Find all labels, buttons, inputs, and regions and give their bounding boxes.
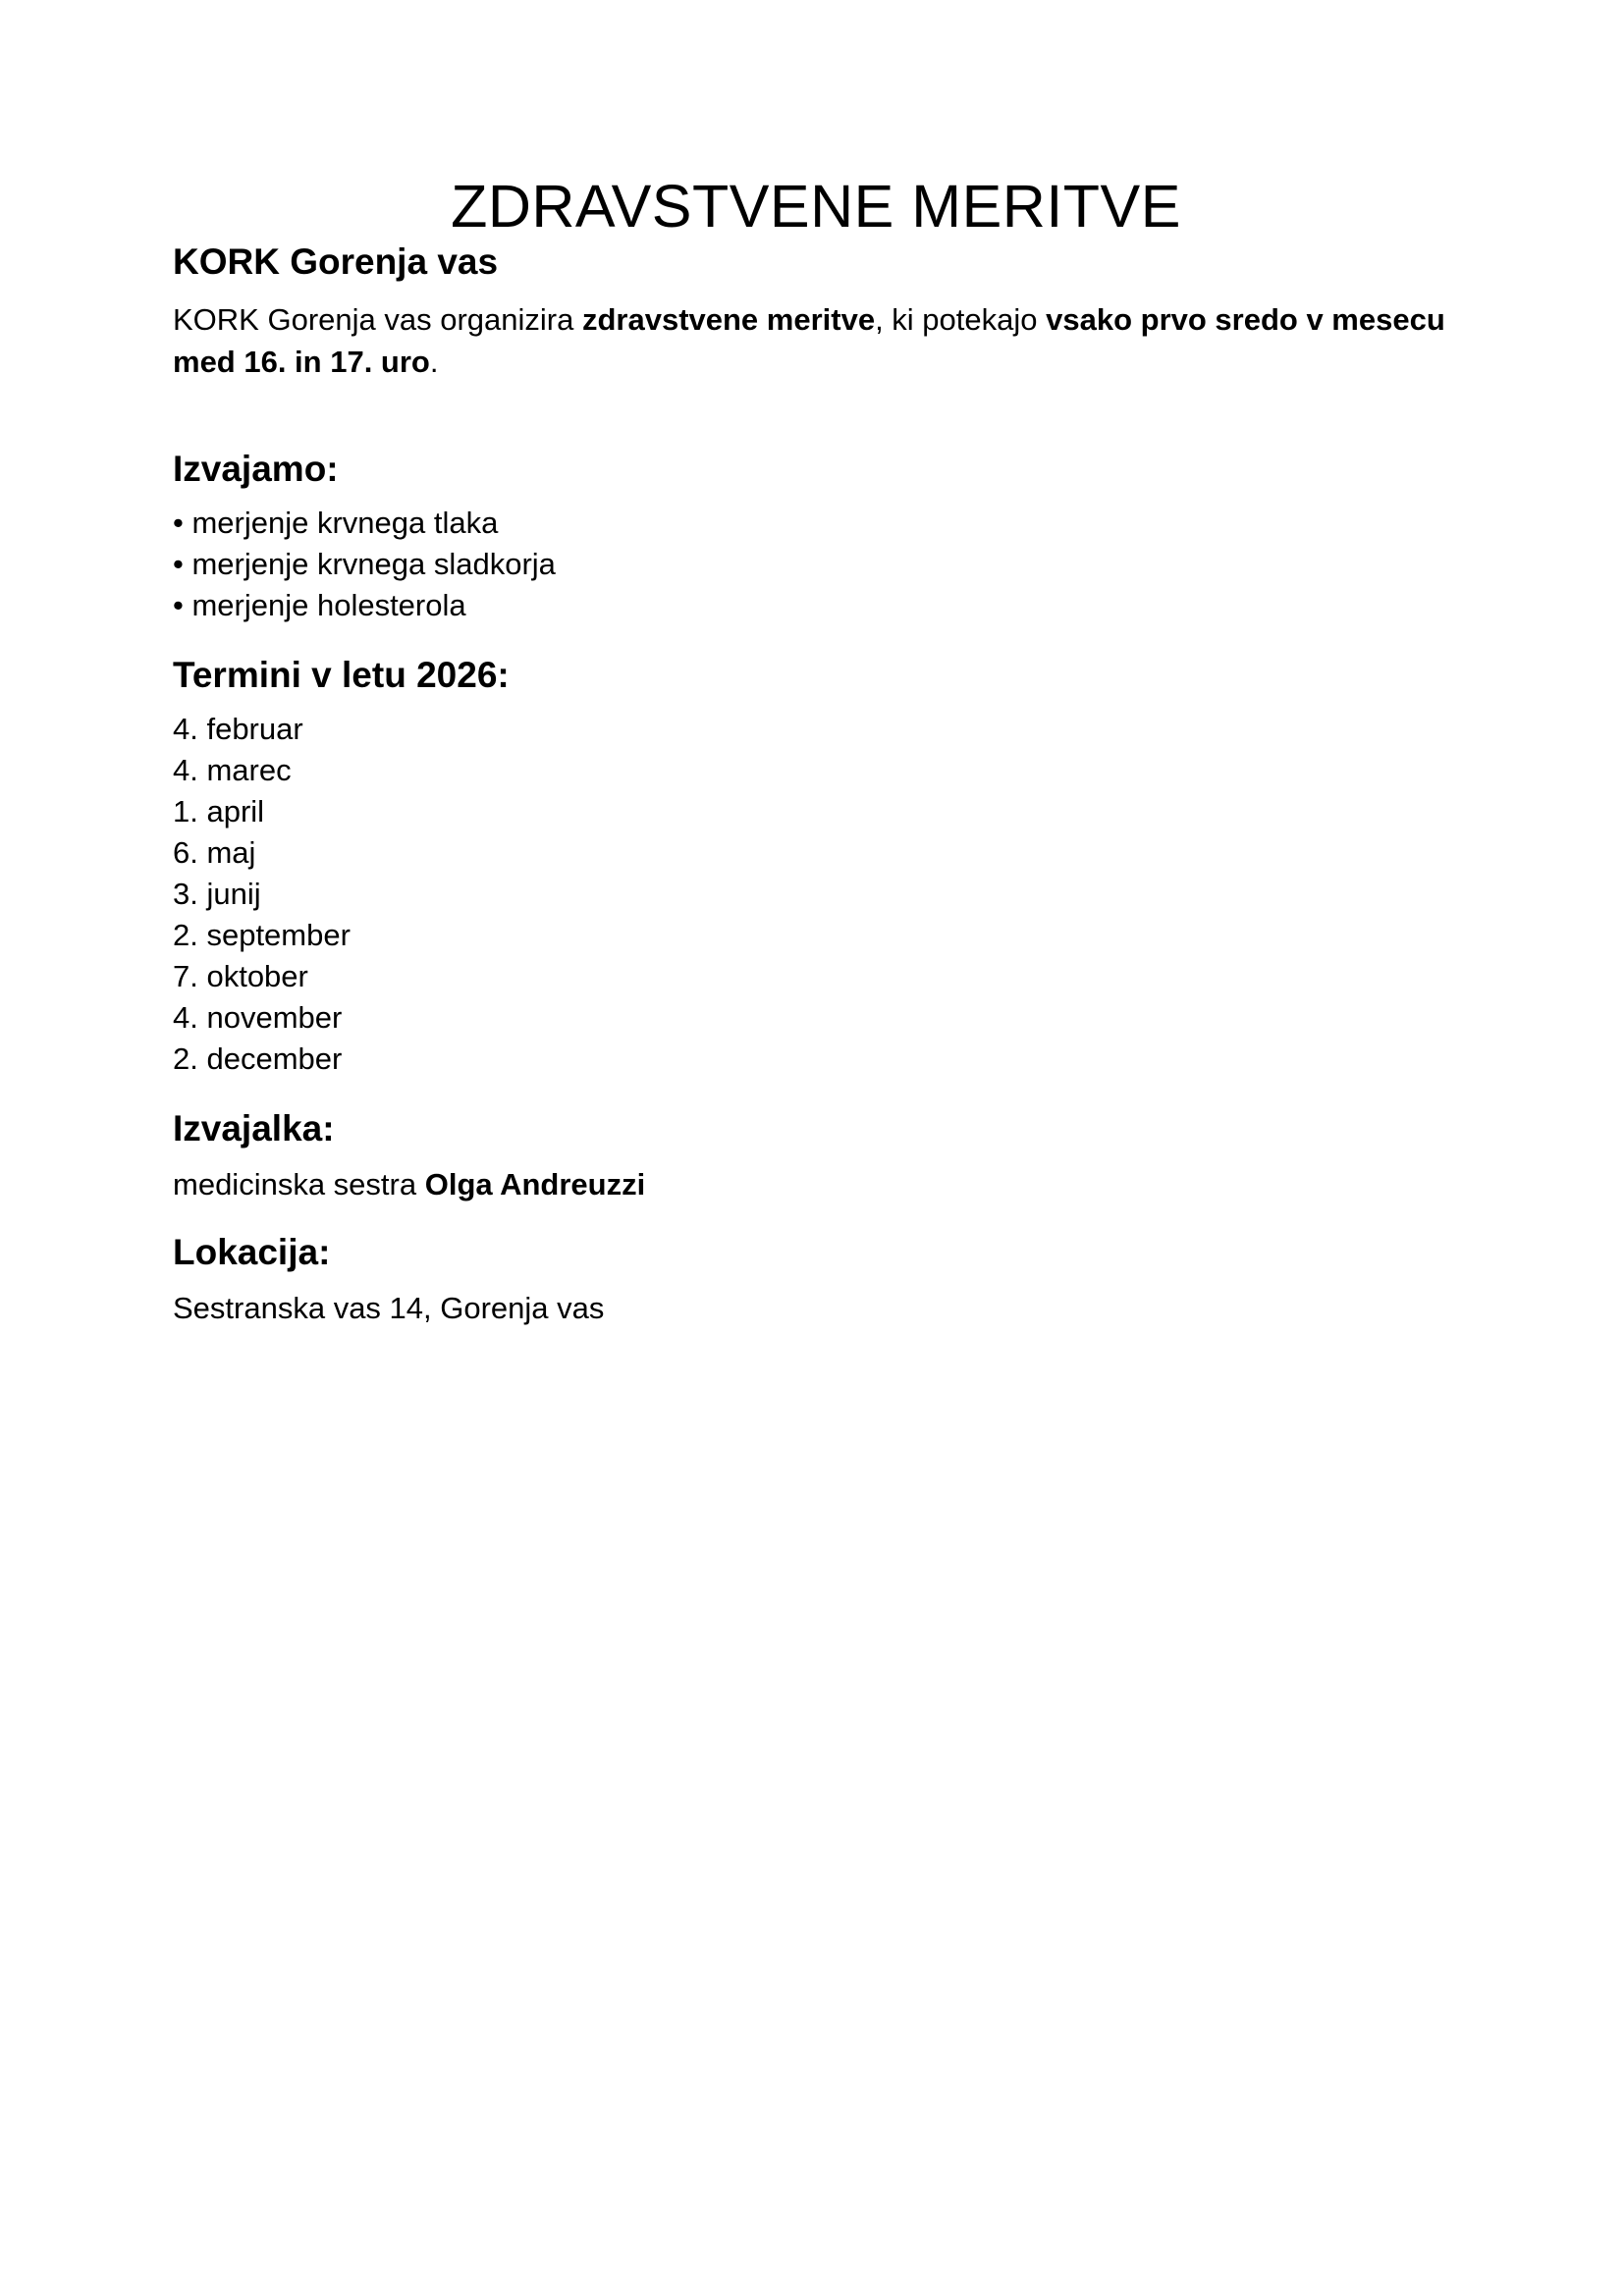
date-item: 1. april <box>173 794 265 828</box>
service-item: • merjenje krvnega tlaka <box>173 506 499 540</box>
intro-text: . <box>429 345 439 379</box>
provider-heading: Izvajalka: <box>173 1108 335 1148</box>
services-list <box>173 503 1459 626</box>
location-heading: Lokacija: <box>173 1232 331 1272</box>
provider-name: Olga Andreuzzi <box>424 1167 646 1201</box>
intro-bold-measurements: zdravstvene meritve <box>581 302 876 337</box>
date-item: 2. december <box>173 1041 343 1076</box>
provider-line <box>173 1164 1459 1205</box>
date-item: 4. marec <box>173 753 292 787</box>
document-content <box>173 169 1459 1329</box>
date-item: 6. maj <box>173 835 256 870</box>
date-item: 7. oktober <box>173 959 308 993</box>
intro-text: , ki potekajo <box>875 302 1047 337</box>
date-item: 2. september <box>173 918 351 952</box>
organization-heading: KORK Gorenja vas <box>173 241 499 282</box>
provider-role: medicinska sestra <box>173 1167 425 1201</box>
document-title: ZDRAVSTVENE MERITVE <box>451 173 1181 240</box>
intro-paragraph <box>173 298 1459 383</box>
intro-text: KORK Gorenja vas organizira <box>173 302 582 337</box>
services-heading: Izvajamo: <box>173 449 339 489</box>
service-item: • merjenje holesterola <box>173 588 466 622</box>
service-item: • merjenje krvnega sladkorja <box>173 547 556 581</box>
date-item: 3. junij <box>173 877 261 911</box>
dates-list <box>173 709 1459 1080</box>
date-item: 4. november <box>173 1000 343 1035</box>
dates-heading: Termini v letu 2026: <box>173 655 510 695</box>
date-item: 4. februar <box>173 712 303 746</box>
intro-bold-schedule: vsako prvo sredo v mesecu med 16. in 17. uro <box>173 302 1445 379</box>
location-address: Sestranska vas 14, Gorenja vas <box>173 1291 605 1325</box>
